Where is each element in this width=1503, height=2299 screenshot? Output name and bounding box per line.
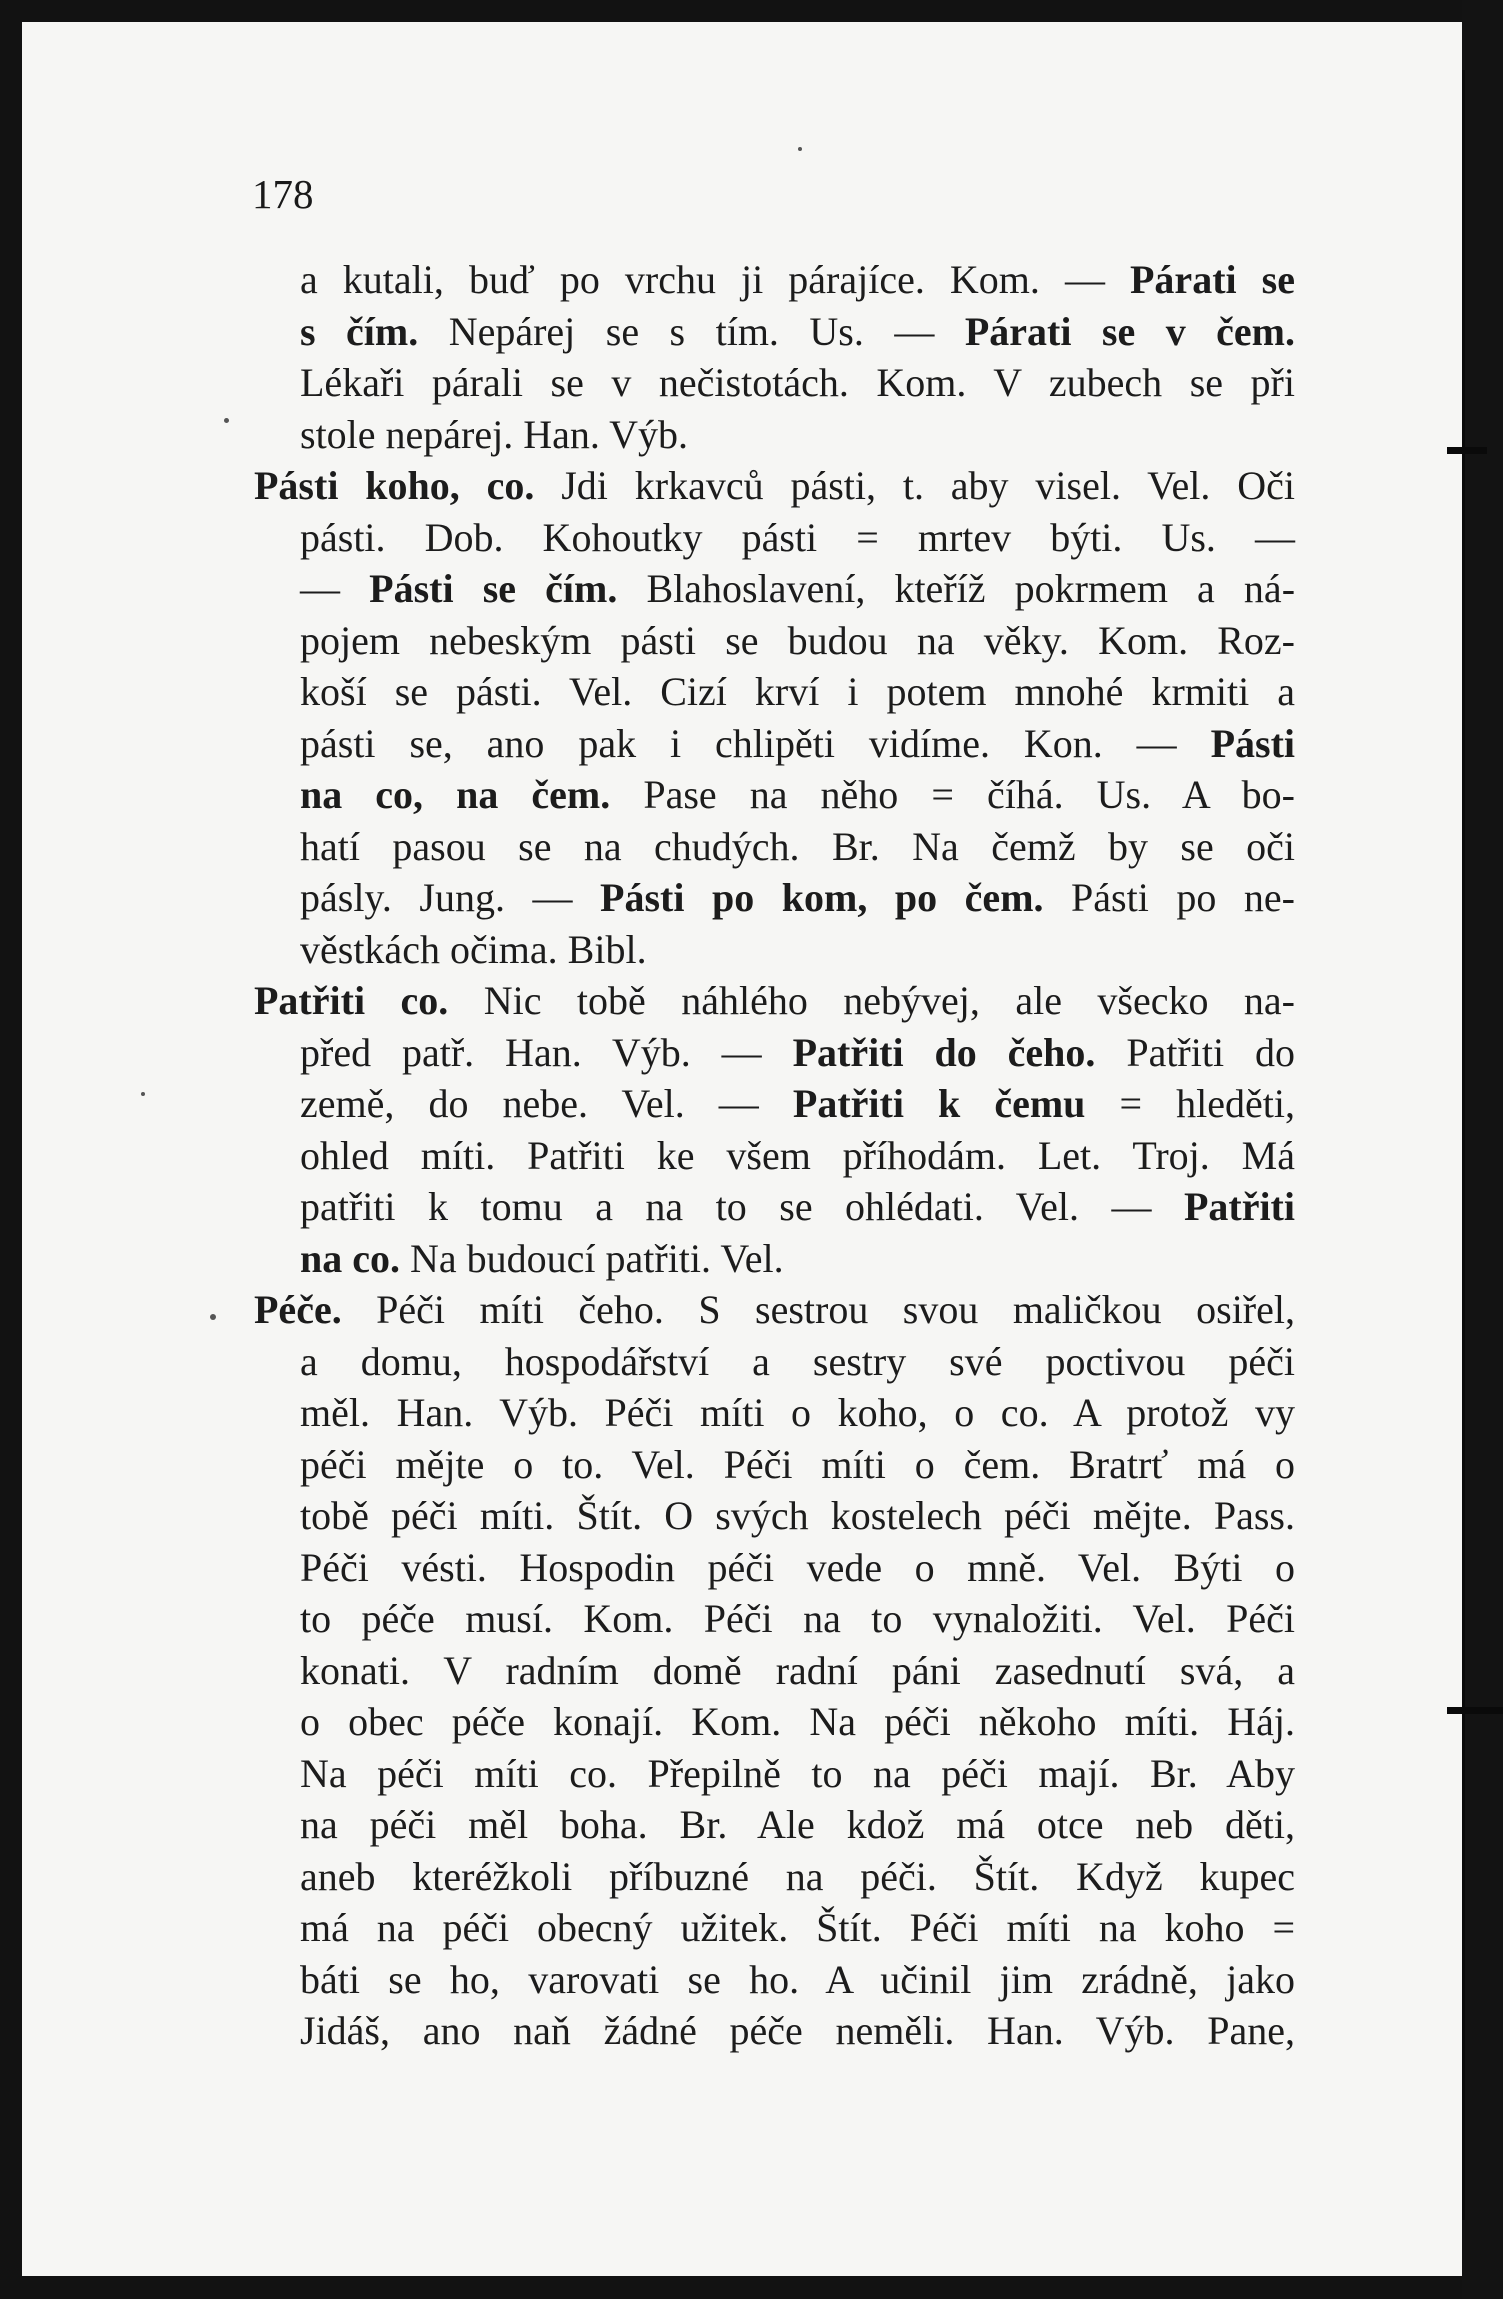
entry-headword: Patřiti	[1183, 1184, 1295, 1229]
text-line	[300, 254, 1295, 306]
line-text: Na péči míti co. Přepilně to na péči mají. Br. Aby	[300, 1750, 1295, 1796]
line-text: Jidáš, ano naň žádné péče neměli. Han. Výb. Pane,	[300, 2008, 1295, 2053]
text-line	[300, 1027, 1295, 1079]
text-line	[300, 512, 1295, 564]
line-text: patřiti k tomu a na to se ohlédati. Vel. —	[300, 1184, 1184, 1229]
paper-speck	[224, 418, 229, 423]
entry-headword: Péče.	[254, 1287, 342, 1332]
line-text: Nepárej se s tím. Us. —	[418, 308, 965, 354]
text-line	[300, 1130, 1295, 1182]
text-line	[300, 1748, 1295, 1800]
line-text: a kutali, buď po vrchu ji párajíce. Kom. —	[300, 257, 1130, 302]
text-line	[300, 1645, 1295, 1697]
text-line	[300, 1439, 1295, 1491]
text-line	[300, 1387, 1295, 1439]
line-text: o obec péče konají. Kom. Na péči někoho míti. Háj.	[300, 1699, 1295, 1744]
line-text: tobě péči míti. Štít. O svých kostelech péči mějte. Pass.	[300, 1493, 1295, 1538]
text-line	[300, 563, 1295, 615]
line-text: má na péči obecný užitek. Štít. Péči míti na koho =	[300, 1905, 1295, 1950]
entry-headword: Pásti koho, co.	[254, 463, 535, 508]
book-page	[22, 22, 1462, 2276]
entry-headword: Párati se v čem.	[964, 308, 1295, 354]
text-line	[300, 1181, 1295, 1233]
line-text: konati. V radním domě radní páni zasednutí svá, a	[300, 1647, 1295, 1693]
paper-speck	[141, 1092, 145, 1096]
line-text: péči mějte o to. Vel. Péči míti o čem. Bratrť má o	[300, 1441, 1295, 1487]
paper-speck	[210, 1314, 216, 1320]
entry-headword: s čím.	[300, 308, 419, 354]
line-text: pásly. Jung. —	[300, 875, 601, 920]
entry-headword: Párati se	[1130, 257, 1295, 302]
text-line	[254, 460, 1295, 512]
line-text: aneb kteréžkoli příbuzné na péči. Štít. Když kupec	[300, 1853, 1295, 1899]
line-text: Péči míti čeho. S sestrou svou maličkou osiřel,	[341, 1287, 1295, 1332]
line-text: Jdi krkavců pásti, t. aby visel. Vel. Oči	[534, 463, 1295, 508]
line-text: země, do nebe. Vel. —	[300, 1081, 793, 1126]
line-text: Pásti po ne-	[1043, 875, 1295, 920]
line-text: pásti. Dob. Kohoutky pásti = mrtev býti. Us. —	[300, 514, 1295, 560]
line-text: báti se ho, varovati se ho. A učinil jim zrádně, jako	[300, 1956, 1295, 2002]
text-line	[300, 718, 1295, 770]
line-text: pásti se, ano pak i chlipěti vidíme. Kon. —	[300, 720, 1211, 766]
text-line	[300, 872, 1295, 924]
text-line	[300, 357, 1295, 409]
line-text: —	[300, 566, 370, 611]
text-line	[300, 1078, 1295, 1130]
line-text: Na budoucí patřiti. Vel.	[400, 1235, 784, 1281]
text-line	[300, 924, 1295, 976]
line-text: to péče musí. Kom. Péči na to vynaložiti. Vel. Péči	[300, 1596, 1295, 1641]
entry-headword: Pásti po kom, po čem.	[600, 875, 1044, 920]
line-text: před patř. Han. Výb. —	[300, 1029, 793, 1075]
line-text: Nic tobě náhlého nebývej, ale všecko na-	[448, 978, 1296, 1023]
line-text: stole nepárej. Han. Výb.	[300, 411, 689, 457]
line-text: koší se pásti. Vel. Cizí krví i potem mnohé krmiti a	[300, 669, 1295, 714]
text-line	[300, 615, 1295, 667]
text-line	[254, 1284, 1295, 1336]
text-line	[300, 769, 1295, 821]
binding-mark-bottom	[1447, 1707, 1503, 1714]
text-line	[254, 975, 1295, 1027]
line-text: hatí pasou se na chudých. Br. Na čemž by se oči	[300, 823, 1295, 869]
text-line	[300, 1851, 1295, 1903]
line-text: Patřiti do	[1095, 1029, 1295, 1075]
line-text: Lékaři párali se v nečistotách. Kom. V zubech se při	[300, 360, 1295, 405]
line-text: věstkách očima. Bibl.	[300, 926, 647, 972]
text-line	[300, 2005, 1295, 2057]
line-text: Blahoslavení, kteříž pokrmem a ná-	[617, 566, 1296, 611]
text-line	[300, 1542, 1295, 1594]
entry-headword: na co.	[300, 1235, 400, 1281]
line-text: a domu, hospodářství a sestry své poctivou péči	[300, 1338, 1295, 1384]
text-line	[300, 1954, 1295, 2006]
text-line	[300, 1696, 1295, 1748]
line-text: ohled míti. Patřiti ke všem příhodám. Let. Troj. Má	[300, 1132, 1295, 1178]
page-number: 178	[252, 171, 314, 217]
line-text: Pase na něho = číhá. Us. A bo-	[610, 772, 1295, 817]
line-text: pojem nebeským pásti se budou na věky. Kom. Roz-	[300, 617, 1295, 663]
text-line	[300, 821, 1295, 873]
binding-mark-top	[1447, 447, 1487, 454]
text-line	[300, 1902, 1295, 1954]
entry-headword: Patřiti co.	[254, 978, 449, 1023]
entry-headword: Patřiti k čemu	[792, 1081, 1086, 1126]
text-line	[300, 1233, 1295, 1285]
paper-speck	[798, 147, 802, 151]
text-line	[300, 306, 1295, 358]
line-text: Péči vésti. Hospodin péči vede o mně. Vel. Býti o	[300, 1544, 1295, 1590]
binding-edge	[1462, 0, 1503, 2299]
line-text: měl. Han. Výb. Péči míti o koho, o co. A protož vy	[300, 1390, 1295, 1435]
entry-headword: Pásti se čím.	[369, 566, 618, 611]
text-line	[300, 1336, 1295, 1388]
entry-headword: Pásti	[1210, 720, 1295, 766]
line-text: na péči měl boha. Br. Ale kdož má otce neb děti,	[300, 1802, 1295, 1847]
text-line	[300, 1799, 1295, 1851]
entry-headword: na co, na čem.	[300, 772, 611, 817]
line-text: = hleděti,	[1085, 1081, 1296, 1126]
text-line	[300, 1593, 1295, 1645]
binding-rule	[1462, 70, 1465, 2220]
text-line	[300, 666, 1295, 718]
entry-headword: Patřiti do čeho.	[792, 1029, 1096, 1075]
text-line	[300, 409, 1295, 461]
text-line	[300, 1490, 1295, 1542]
